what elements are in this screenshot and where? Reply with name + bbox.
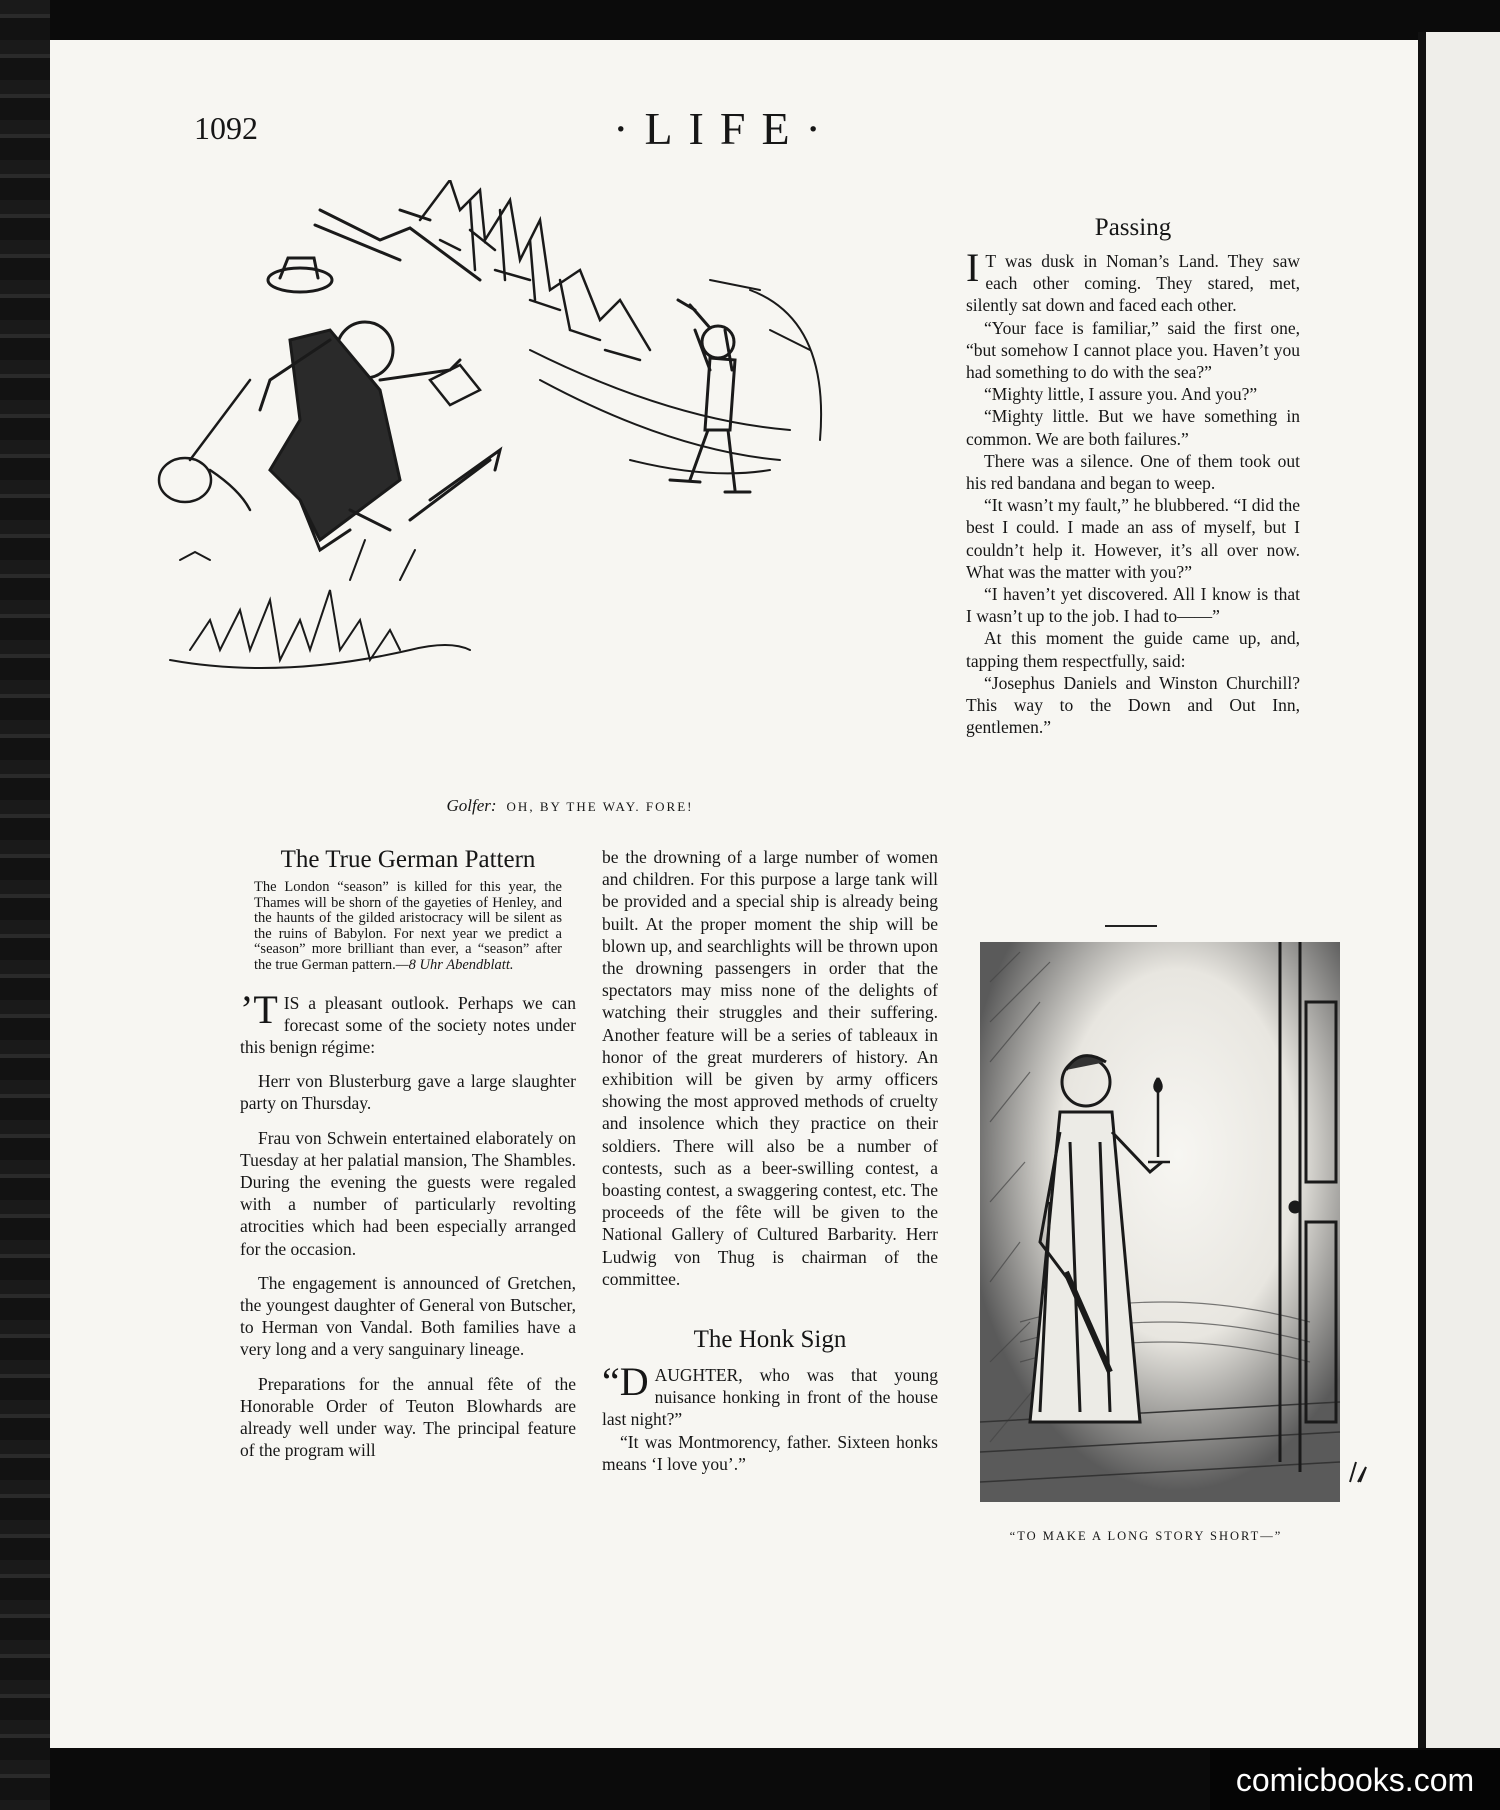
- epigraph: [254, 880, 576, 974]
- paragraph: “It was Montmorency, father. Sixteen honks means ‘I love you’.”: [602, 1431, 938, 1474]
- headline-passing: Passing: [1094, 214, 1172, 241]
- paragraph-text: AUGHTER, who was that young nuisance honking in front of the house last night?”: [602, 1365, 938, 1430]
- column-right: [966, 214, 1300, 738]
- pine-trees: [420, 180, 650, 360]
- paragraph: Herr von Blusterburg gave a large slaughter party on Thursday.: [240, 1071, 576, 1114]
- grass-tufts: [170, 460, 770, 668]
- masthead-life: ·LIFE·: [613, 103, 837, 154]
- article-german-body: [240, 986, 576, 1462]
- epigraph-source: —8 Uhr Abendblatt.: [395, 956, 514, 973]
- candle-caption: “TO MAKE A LONG STORY SHORT—”: [1009, 1529, 1283, 1543]
- headline-true-german-pattern: The True German Pattern: [280, 846, 536, 873]
- caption-line: OH, BY THE WAY. FORE!: [506, 799, 694, 814]
- paragraph: [966, 245, 1300, 317]
- fence-rails: [315, 210, 480, 280]
- paragraph: “Mighty little. But we have something in common. We are both failures.”: [966, 406, 1300, 449]
- source-watermark: comicbooks.com: [1210, 1750, 1500, 1810]
- paragraph: [602, 1359, 938, 1431]
- facing-page-edge: [1426, 32, 1500, 1748]
- swing-motion-lines: [530, 280, 821, 460]
- umbrella: [410, 450, 500, 520]
- paragraph: The engagement is announced of Gretchen, the youngest daughter of General von Butscher, to Herman von Vandal. Both families have a very long and a very sanguinary lineage.: [240, 1272, 576, 1360]
- paragraph: “I haven’t yet discovered. All I know is that I wasn’t up to the job. I had to——”: [966, 584, 1300, 627]
- article-honk-body: [602, 1359, 938, 1475]
- epigraph-text: The London “season” is killed for this year, the Thames will be shorn of the gayeties of Henley, and the haunts of the gilded aristocracy will be silent as the ruins of Babylon. For next year we predict a “season” more brilliant than ever, a “season” after the true German pattern.: [254, 879, 562, 973]
- paragraph-text: T was dusk in Noman’s Land. They saw each other coming. They stared, met, silently sat down and faced each other.: [966, 251, 1300, 316]
- golfer-caption: [270, 796, 870, 816]
- article-passing-body: [966, 245, 1300, 738]
- section-divider-rule: [1105, 925, 1157, 927]
- headline-honk-sign: The Honk Sign: [693, 1326, 847, 1354]
- page-number: 1092: [194, 110, 258, 146]
- paragraph: “It wasn’t my fault,” he blubbered. “I did the best I could. I made an ass of myself, but I couldn’t help it. However, it’s all over now. What was the matter with you?”: [966, 495, 1300, 582]
- paragraph: be the drowning of a large number of women and children. For this purpose a large tank will be provided and a special ship is already being built. At the proper moment the ship will be blown up, and searchlights will be thrown upon the drowning passengers in order that the spectators may miss none of the delights of watching their struggles and their suffering. Another feature will be a series of tableaux in honor of the great murderers of history. An exhibition will be given by army officers showing the most approved methods of cruelty and insolence which they practice on their soldiers. There will also be a number of contests, such as a beer-swilling contest, a boasting contest, a swaggering contest, etc. The proceeds of the fête will be given to the National Gallery of Cultured Barbarity. Herr Ludwig von Thug is chairman of the committee.: [602, 847, 938, 1289]
- paragraph: “Mighty little, I assure you. And you?”: [984, 384, 1258, 405]
- drop-cap: I: [966, 245, 980, 290]
- paragraph: “Josephus Daniels and Winston Churchill? This way to the Down and Out Inn, gentlemen.”: [966, 672, 1300, 738]
- paragraph: There was a silence. One of them took out his red bandana and began to weep.: [966, 450, 1300, 494]
- butterfly-net: [159, 380, 250, 510]
- column-middle: [602, 846, 938, 1475]
- paragraph: [240, 986, 576, 1059]
- golfer-figure: [670, 300, 750, 492]
- page-gutter: [1418, 32, 1426, 1748]
- golfer-cartoon-illustration: [150, 180, 930, 780]
- article-german-continued: [602, 846, 938, 1290]
- drop-cap: ’T: [240, 986, 278, 1032]
- paragraph: Frau von Schwein entertained elaborately on Tuesday at her palatial mansion, The Shambles. During the evening the guests were regaled with a number of particularly revolting atrocities which had been especially arranged for the occasion.: [240, 1127, 576, 1259]
- caption-speaker: Golfer:: [446, 796, 497, 815]
- paragraph: At this moment the guide came up, and, tapping them respectfully, said:: [966, 628, 1300, 671]
- paragraph: Preparations for the annual fête of the Honorable Order of Teuton Blowhards are already well under way. The principal feature of the program will: [240, 1373, 576, 1461]
- woman-with-candle-illustration: [980, 942, 1372, 1502]
- drop-cap: “D: [602, 1359, 649, 1405]
- scan-left-edge: [0, 0, 50, 1810]
- paragraph-text: IS a pleasant outlook. Perhaps we can forecast some of the society notes under this benign régime:: [240, 992, 576, 1057]
- paragraph: “Your face is familiar,” said the first one, “but somehow I cannot place you. Haven’t you had something to do with the sea?”: [966, 317, 1300, 383]
- artist-signature: [1350, 1462, 1366, 1482]
- column-left: [240, 846, 576, 1461]
